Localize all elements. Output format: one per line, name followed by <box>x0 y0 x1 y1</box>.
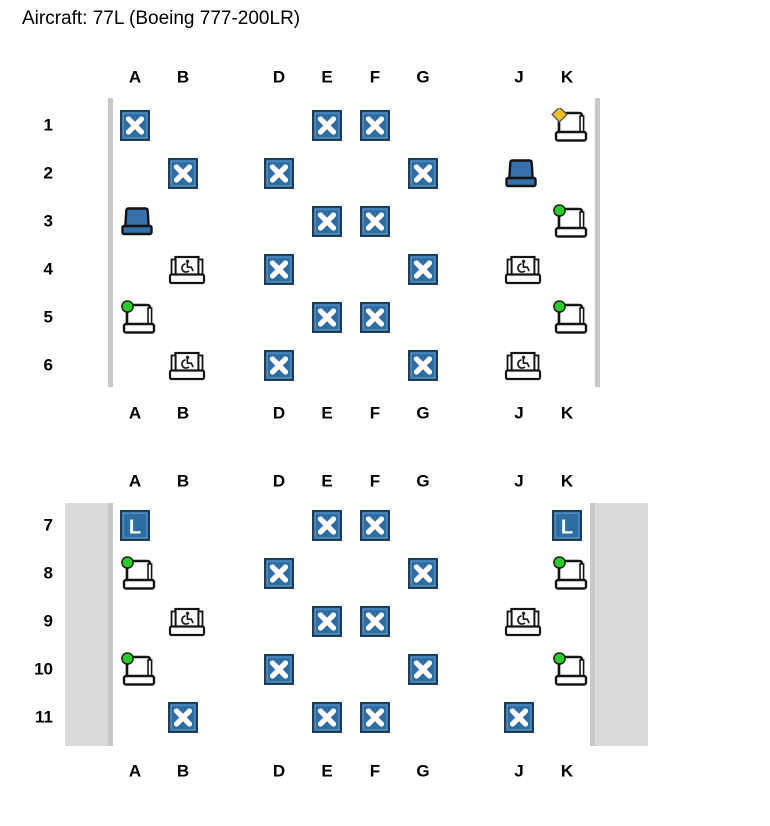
seat-2D <box>264 158 294 189</box>
seat-9J[interactable] <box>503 605 543 638</box>
available-seat-green-dot-icon <box>550 652 590 687</box>
seat-1F <box>360 110 390 141</box>
seat-3K[interactable] <box>550 204 590 239</box>
occupied-x-icon <box>312 702 342 733</box>
row-label-2: 2 <box>43 163 53 183</box>
column-header-J: J <box>514 761 524 781</box>
occupied-x-icon <box>264 350 294 381</box>
occupied-x-icon <box>264 254 294 285</box>
row-label-5: 5 <box>43 307 53 327</box>
column-header-D: D <box>272 471 286 491</box>
column-header-J: J <box>514 471 524 491</box>
seat-5K[interactable] <box>550 300 590 335</box>
seat-4G <box>408 254 438 285</box>
column-header-F: F <box>369 471 381 491</box>
seat-8K[interactable] <box>550 556 590 591</box>
occupied-x-icon <box>312 606 342 637</box>
column-header-B: B <box>176 761 190 781</box>
occupied-x-icon <box>408 158 438 189</box>
seat-7K <box>552 510 582 541</box>
occupied-x-icon <box>264 558 294 589</box>
seat-11E <box>312 702 342 733</box>
available-seat-green-dot-icon <box>118 300 158 335</box>
column-header-A: A <box>128 67 142 87</box>
seat-11F <box>360 702 390 733</box>
occupied-x-icon <box>312 510 342 541</box>
column-header-G: G <box>416 471 430 491</box>
seat-9E <box>312 606 342 637</box>
row-label-8: 8 <box>43 563 53 583</box>
occupied-x-icon <box>408 558 438 589</box>
available-seat-green-dot-icon <box>118 556 158 591</box>
occupied-x-icon <box>360 510 390 541</box>
accessible-seat-wheelchair-icon <box>167 605 207 638</box>
seat-11B <box>168 702 198 733</box>
row-label-7: 7 <box>43 515 53 535</box>
column-header-B: B <box>176 471 190 491</box>
seat-7F <box>360 510 390 541</box>
column-header-F: F <box>369 67 381 87</box>
row-label-11: 11 <box>35 707 53 727</box>
seat-6D <box>264 350 294 381</box>
seat-3F <box>360 206 390 237</box>
column-header-E: E <box>321 471 333 491</box>
column-header-J: J <box>514 403 524 423</box>
occupied-x-icon <box>408 654 438 685</box>
seat-8G <box>408 558 438 589</box>
row-label-1: 1 <box>43 115 53 135</box>
seat-3E <box>312 206 342 237</box>
occupied-x-icon <box>408 254 438 285</box>
seat-11J <box>504 702 534 733</box>
column-header-A: A <box>128 761 142 781</box>
occupied-x-icon <box>360 302 390 333</box>
selected-seat-solid-blue-icon <box>503 158 539 188</box>
column-header-E: E <box>321 67 333 87</box>
accessible-seat-wheelchair-icon <box>503 253 543 286</box>
column-header-E: E <box>321 403 333 423</box>
selected-seat-solid-blue-icon <box>119 206 155 236</box>
cabin-wall-left <box>108 98 113 387</box>
seat-10A[interactable] <box>118 652 158 687</box>
seat-1E <box>312 110 342 141</box>
row-label-6: 6 <box>43 355 53 375</box>
column-header-K: K <box>560 403 574 423</box>
column-header-K: K <box>560 67 574 87</box>
seat-7A <box>120 510 150 541</box>
column-header-A: A <box>128 403 142 423</box>
seat-2B <box>168 158 198 189</box>
occupied-x-icon <box>168 702 198 733</box>
seat-3A[interactable] <box>119 206 155 236</box>
available-seat-green-dot-icon <box>550 556 590 591</box>
seat-6J[interactable] <box>503 349 543 382</box>
occupied-x-icon <box>504 702 534 733</box>
seat-5A[interactable] <box>118 300 158 335</box>
exit-block-left <box>65 503 113 746</box>
column-header-K: K <box>560 761 574 781</box>
seat-6B[interactable] <box>167 349 207 382</box>
seat-4J[interactable] <box>503 253 543 286</box>
available-seat-green-dot-icon <box>118 652 158 687</box>
occupied-x-icon <box>168 158 198 189</box>
exit-block-right <box>595 503 648 746</box>
cabin-wall-right <box>595 98 600 387</box>
available-seat-green-dot-icon <box>550 204 590 239</box>
accessible-seat-wheelchair-icon <box>167 349 207 382</box>
row-label-4: 4 <box>43 259 53 279</box>
seat-9F <box>360 606 390 637</box>
seat-4B[interactable] <box>167 253 207 286</box>
cabin-wall-right <box>590 503 595 746</box>
letter-l-square-icon <box>120 510 150 541</box>
occupied-x-icon <box>264 654 294 685</box>
column-header-G: G <box>416 761 430 781</box>
column-header-F: F <box>369 761 381 781</box>
column-header-D: D <box>272 67 286 87</box>
row-label-9: 9 <box>43 611 53 631</box>
seat-1K[interactable] <box>550 108 590 143</box>
preferred-seat-gold-diamond-icon <box>550 108 590 143</box>
occupied-x-icon <box>312 206 342 237</box>
column-header-A: A <box>128 471 142 491</box>
seat-10K[interactable] <box>550 652 590 687</box>
occupied-x-icon <box>312 110 342 141</box>
row-label-10: 10 <box>34 659 53 679</box>
column-header-B: B <box>176 67 190 87</box>
occupied-x-icon <box>360 206 390 237</box>
seat-10G <box>408 654 438 685</box>
occupied-x-icon <box>360 606 390 637</box>
seat-7E <box>312 510 342 541</box>
occupied-x-icon <box>360 110 390 141</box>
seat-9B[interactable] <box>167 605 207 638</box>
cabin-wall-left <box>108 503 113 746</box>
letter-l-square-icon <box>552 510 582 541</box>
occupied-x-icon <box>264 158 294 189</box>
seat-5F <box>360 302 390 333</box>
row-label-3: 3 <box>43 211 53 231</box>
column-header-E: E <box>321 761 333 781</box>
accessible-seat-wheelchair-icon <box>503 349 543 382</box>
seat-4D <box>264 254 294 285</box>
column-header-D: D <box>272 761 286 781</box>
seat-8A[interactable] <box>118 556 158 591</box>
column-header-F: F <box>369 403 381 423</box>
occupied-x-icon <box>408 350 438 381</box>
seat-10D <box>264 654 294 685</box>
occupied-x-icon <box>360 702 390 733</box>
available-seat-green-dot-icon <box>550 300 590 335</box>
column-header-G: G <box>416 67 430 87</box>
seat-2J[interactable] <box>503 158 539 188</box>
seat-8D <box>264 558 294 589</box>
seat-6G <box>408 350 438 381</box>
column-header-B: B <box>176 403 190 423</box>
occupied-x-icon <box>120 110 150 141</box>
seat-1A <box>120 110 150 141</box>
column-header-G: G <box>416 403 430 423</box>
column-header-J: J <box>514 67 524 87</box>
aircraft-title: Aircraft: 77L (Boeing 777-200LR) <box>22 8 301 29</box>
svg-text:L: L <box>128 516 142 538</box>
seat-5E <box>312 302 342 333</box>
seat-2G <box>408 158 438 189</box>
column-header-K: K <box>560 471 574 491</box>
accessible-seat-wheelchair-icon <box>503 605 543 638</box>
svg-text:L: L <box>560 516 574 538</box>
column-header-D: D <box>272 403 286 423</box>
occupied-x-icon <box>312 302 342 333</box>
accessible-seat-wheelchair-icon <box>167 253 207 286</box>
